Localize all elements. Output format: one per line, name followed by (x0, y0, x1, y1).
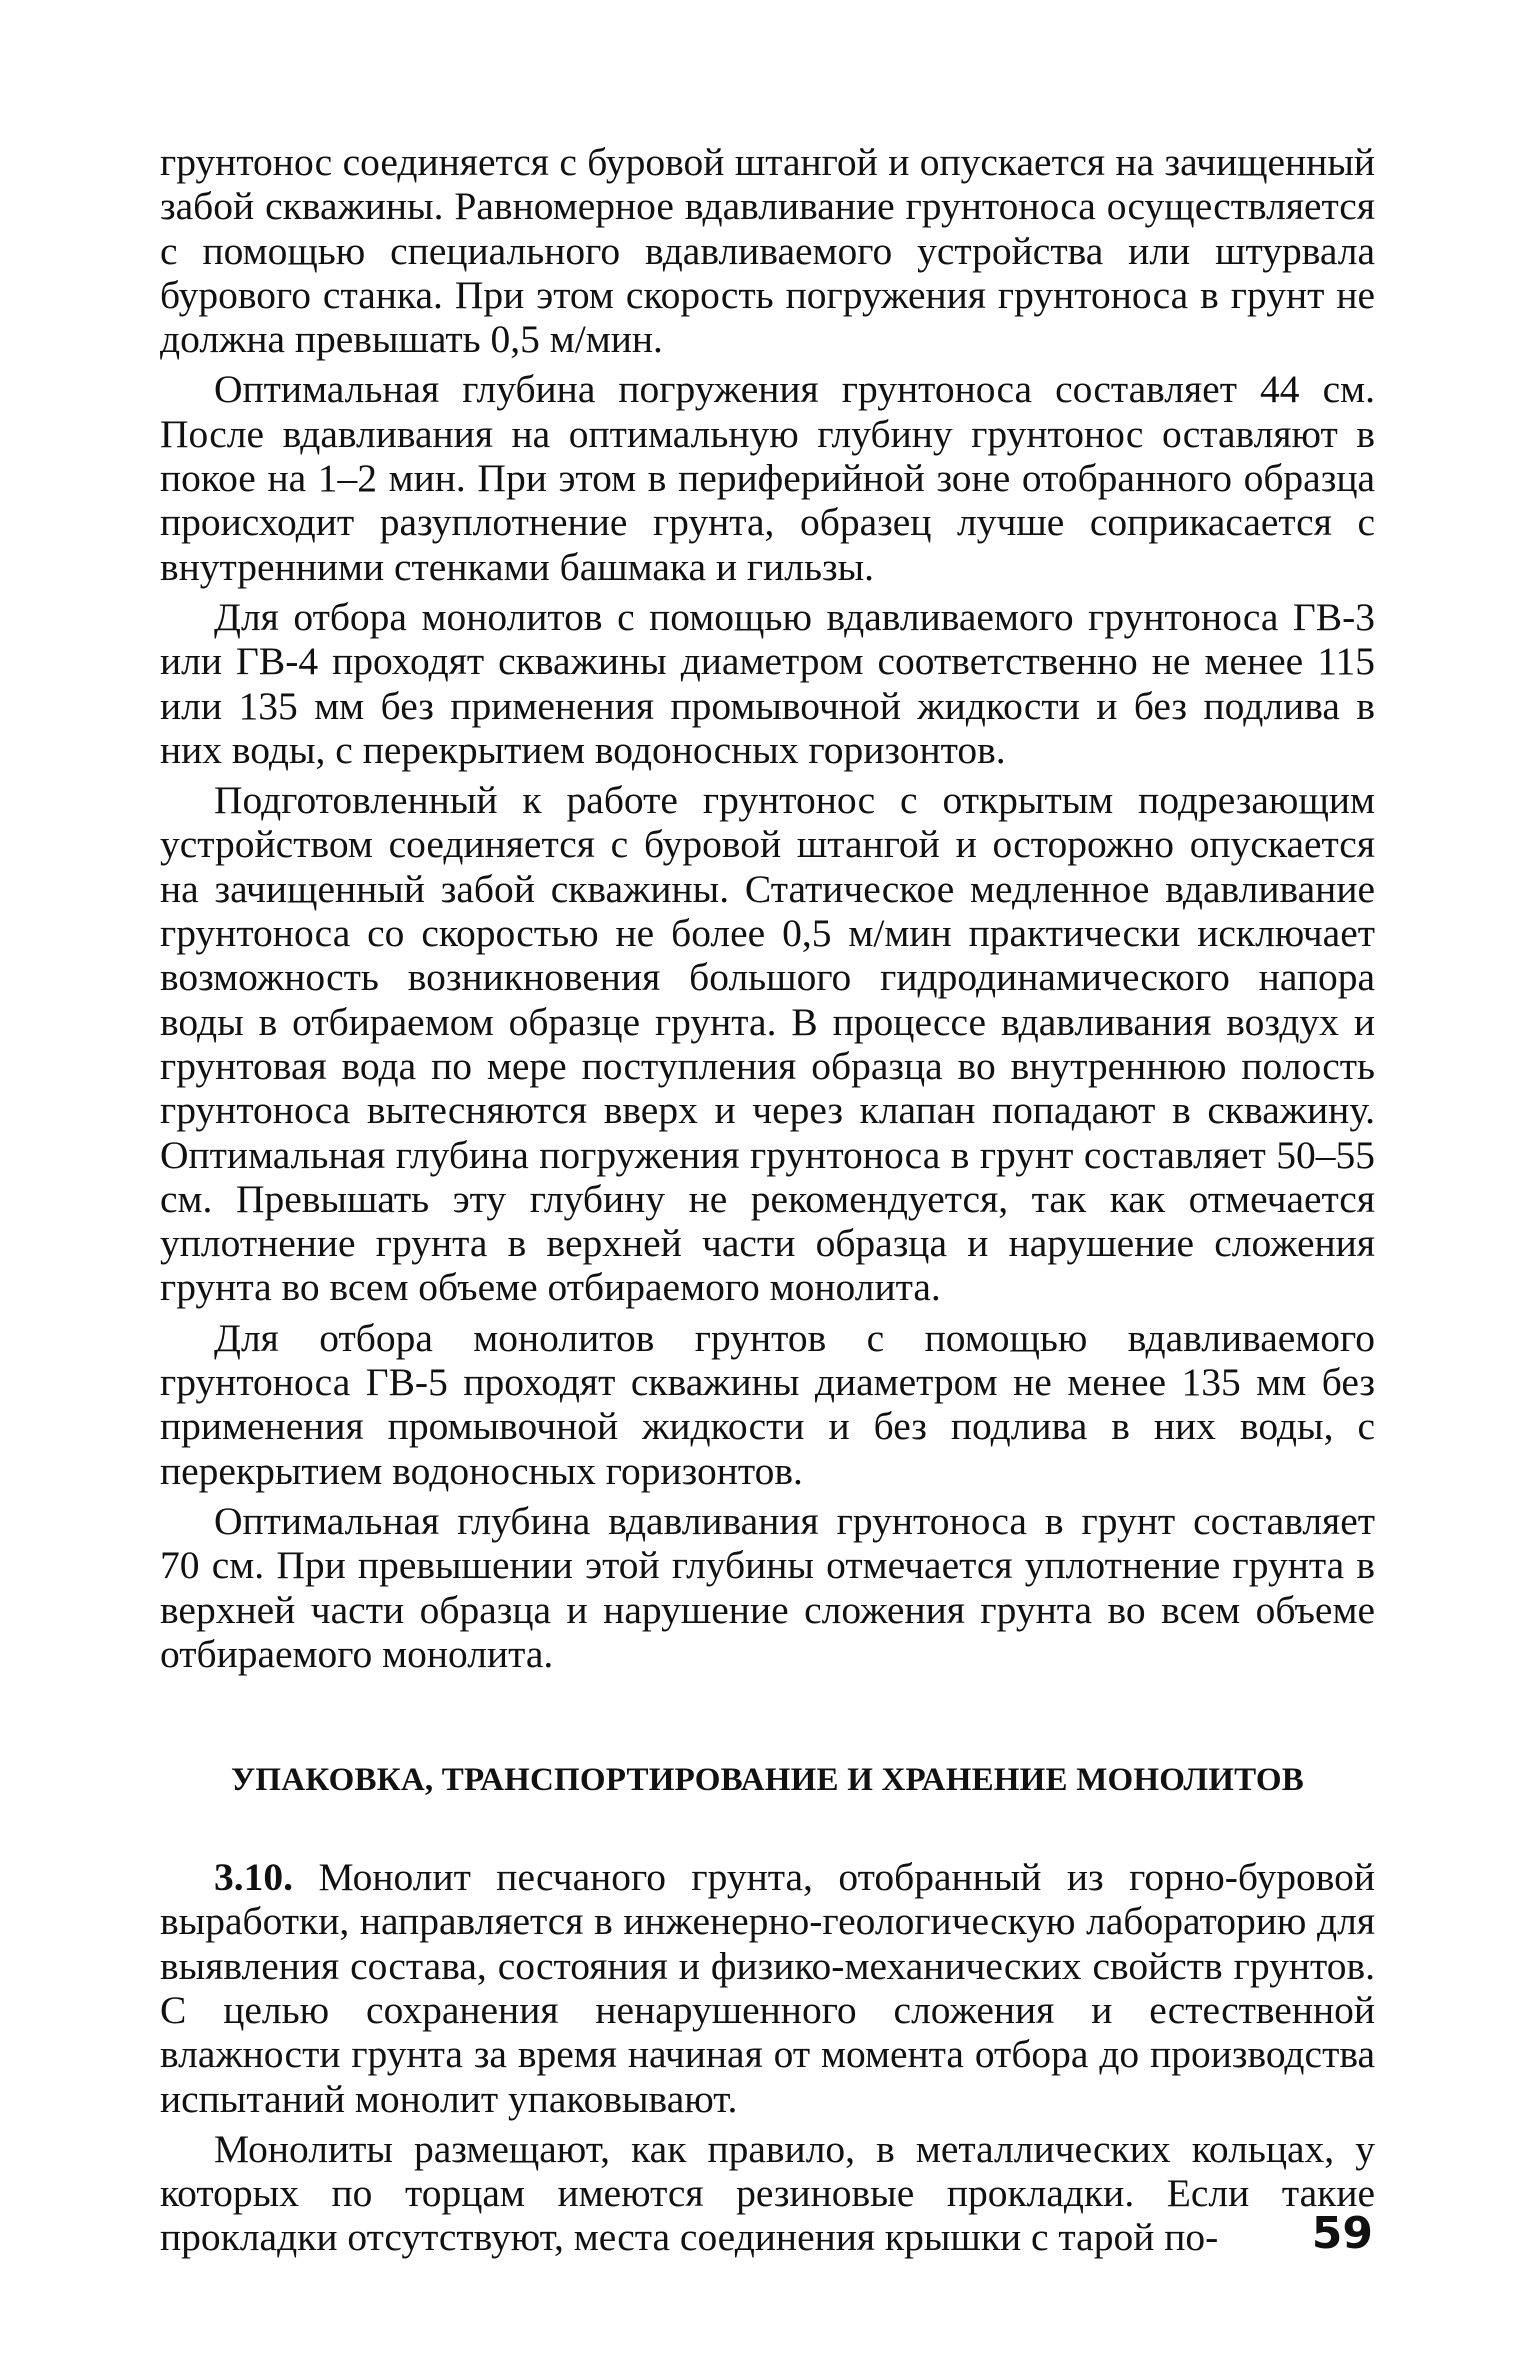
paragraph-4: Подготовленный к работе грунтонос с открытым подрезающим устройством соединяется с буровой штангой и осторожно опускается на зачищенный забой скважины. Статическое медленное вдавливание грунтоноса со скоростью не более 0,5 м/мин практически исключает возможность возникновения большого гидродинамического напора воды в отбираемом образце грунта. В процессе вдавливания воздух и грунтовая вода по мере поступления образца во внутреннюю полость грунтоноса вытесняются вверх и через клапан попадают в скважину. Оптимальная глубина погружения грунтоноса в грунт составляет 50–55 см. Превышать эту глубину не рекомендуется, так как отмечается уплотнение грунта в верхней части образца и нарушение сложения грунта во всем объеме отбираемого монолита. (160, 778, 1375, 1310)
paragraph-2: Оптимальная глубина погружения грунтоноса составляет 44 см. После вдавливания на оптимальную глубину грунтонос оставляют в покое на 1–2 мин. При этом в периферийной зоне отобранного образца происходит разуплотнение грунта, образец лучше соприкасается с внутренними стенками башмака и гильзы. (160, 367, 1375, 589)
paragraph-1: грунтонос соединяется с буровой штангой и опускается на зачищенный забой скважины. Равномерное вдавливание грунтоноса осуществляется с помощью специального вдавливаемого устройства или штурвала бурового станка. При этом скорость погружения грунтоноса в грунт не должна превышать 0,5 м/мин. (160, 140, 1375, 362)
paragraph-6: Оптимальная глубина вдавливания грунтоноса в грунт составляет 70 см. При превышении этой глубины отмечается уплотнение грунта в верхней части образца и нарушение сложения грунта во всем объеме отбираемого монолита. (160, 1498, 1375, 1676)
clause-number: 3.10. (214, 1855, 293, 1900)
page-number: 59 (1311, 2208, 1373, 2259)
paragraph-3: Для отбора монолитов с помощью вдавливаемого грунтоноса ГВ-3 или ГВ-4 проходят скважины диаметром соответственно не менее 115 или 135 мм без применения промывочной жидкости и без подлива в них воды, с перекрытием водоносных горизонтов. (160, 594, 1375, 772)
clause-paragraph (160, 1855, 1375, 2121)
page-body (160, 140, 1375, 2260)
last-paragraph: Монолиты размещают, как правило, в металлических кольцах, у которых по торцам имеются резиновые прокладки. Если такие прокладки отсутствуют, места соединения крышки с тарой по- (160, 2126, 1375, 2260)
clause-text: Монолит песчаного грунта, отобранный из горно-буровой выработки, направляется в инженерно-геологическую лабораторию для выявления состава, состояния и физико-механических свойств грунтов. С целью сохранения ненарушенного сложения и естественной влажности грунта за время начиная от момента отбора до производства испытаний монолит упаковывают. (160, 1855, 1375, 2121)
section-heading: УПАКОВКА, ТРАНСПОРТИРОВАНИЕ И ХРАНЕНИЕ МОНОЛИТОВ (230, 1762, 1305, 1799)
paragraph-5: Для отбора монолитов грунтов с помощью вдавливаемого грунтоноса ГВ-5 проходят скважины диаметром не менее 135 мм без применения промывочной жидкости и без подлива в них воды, с перекрытием водоносных горизонтов. (160, 1315, 1375, 1493)
